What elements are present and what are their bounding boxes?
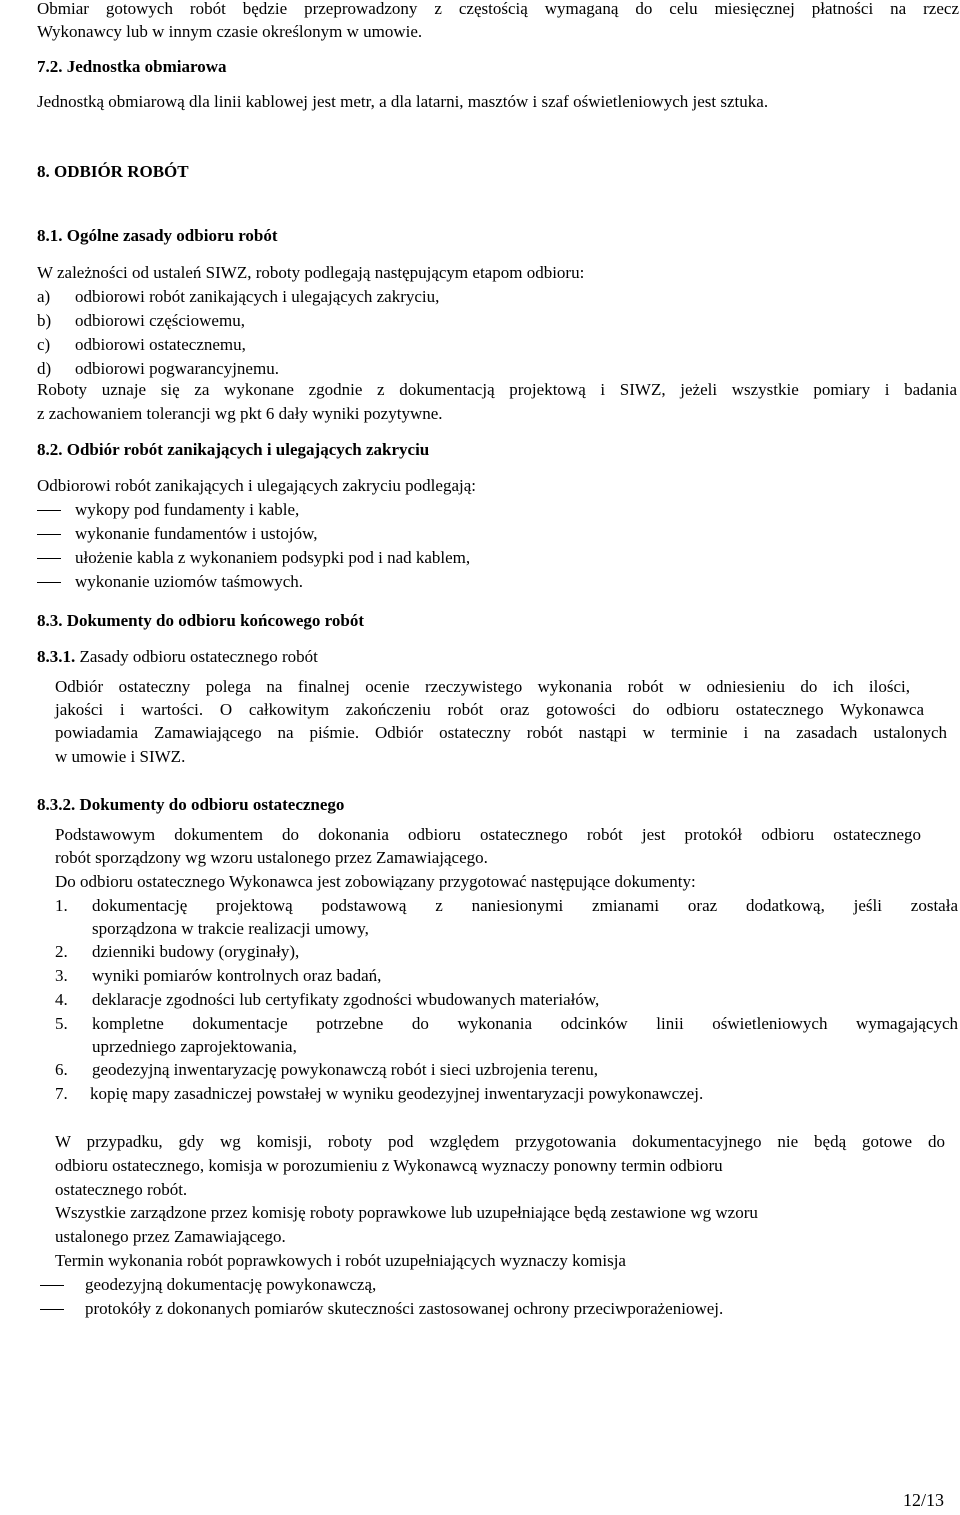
section-8-3-1-line-2: jakości i wartości. O całkowitym zakończeniu robót oraz gotowości do odbioru ostatecznego Wykonawca <box>55 700 924 719</box>
page-number: 12/13 <box>903 1490 945 1510</box>
list-item: ułożenie kabla z wykonaniem podsypki pod i nad kablem, <box>75 548 471 567</box>
list-item: odbiorowi ostatecznemu, <box>75 335 246 354</box>
list-item: wyniki pomiarów kontrolnych oraz badań, <box>92 966 382 985</box>
list-item: dokumentację projektową podstawową z naniesionymi zmianami oraz dodatkową, jeśli została <box>92 896 958 915</box>
section-8-3-2-line-3: Do odbioru ostatecznego Wykonawca jest zobowiązany przygotować następujące dokumenty: <box>55 872 696 891</box>
section-8-3-1-line-1: Odbiór ostateczny polega na finalnej ocenie rzeczywistego wykonania robót w odniesieniu do ich ilości, <box>55 677 910 696</box>
section-title: Zasady odbioru ostatecznego robót <box>79 647 318 666</box>
section-heading-8-3-1 <box>37 645 318 669</box>
section-8-1-intro: W zależności od ustaleń SIWZ, roboty podlegają następującym etapom odbioru: <box>37 263 585 282</box>
list-number: 2. <box>55 942 68 961</box>
dash-bullet-icon <box>37 534 61 535</box>
dash-bullet-icon <box>37 558 61 559</box>
section-heading-8: 8. ODBIÓR ROBÓT <box>37 162 189 181</box>
dash-bullet-icon <box>37 510 61 511</box>
list-marker: d) <box>37 359 52 378</box>
section-8-3-2-line-1: Podstawowym dokumentem do dokonania odbioru ostatecznego robót jest protokół odbioru ostatecznego <box>55 825 921 844</box>
list-number: 5. <box>55 1014 68 1033</box>
list-number: 7. <box>55 1084 68 1103</box>
dash-bullet-icon <box>37 582 61 583</box>
section-8-3-2-line-2: robót sporządzony wg wzoru ustalonego przez Zamawiającego. <box>55 848 488 867</box>
list-item-continuation: sporządzona w trakcie realizacji umowy, <box>92 919 369 938</box>
list-item: odbiorowi robót zanikających i ulegających zakryciu, <box>75 287 440 306</box>
list-item: deklaracje zgodności lub certyfikaty zgodności wbudowanych materiałów, <box>92 990 600 1009</box>
section-8-2-intro: Odbiorowi robót zanikających i ulegających zakryciu podlegają: <box>37 476 476 495</box>
intro-line-1: Obmiar gotowych robót będzie przeprowadzony z częstością wymaganą do celu miesięcznej płatności na rzecz <box>37 0 959 18</box>
section-number: 8.3.1. <box>37 647 76 666</box>
commission-note-line-3: ostatecznego robót. <box>55 1180 188 1199</box>
list-number: 4. <box>55 990 68 1009</box>
list-number: 1. <box>55 896 68 915</box>
list-item: dzienniki budowy (oryginały), <box>92 942 300 961</box>
section-8-3-1-line-3: powiadamia Zamawiającego na piśmie. Odbiór ostateczny robót nastąpi w terminie i na zasadach ustalonych <box>55 723 947 742</box>
list-item: wykopy pod fundamenty i kable, <box>75 500 300 519</box>
list-item: wykonanie fundamentów i ustojów, <box>75 524 318 543</box>
corrections-note-line-2: ustalonego przez Zamawiającego. <box>55 1227 286 1246</box>
section-8-1-closing-2: z zachowaniem tolerancji wg pkt 6 dały wyniki pozytywne. <box>37 404 443 423</box>
list-marker: b) <box>37 311 52 330</box>
list-item: geodezyjną dokumentację powykonawczą, <box>85 1275 377 1294</box>
section-heading-8-1: 8.1. Ogólne zasady odbioru robót <box>37 226 278 245</box>
list-item: protokóły z dokonanych pomiarów skuteczności zastosowanej ochrony przeciwporażeniowej. <box>85 1299 724 1318</box>
list-item: geodezyjną inwentaryzację powykonawczą robót i sieci uzbrojenia terenu, <box>92 1060 598 1079</box>
section-heading-8-3-2: 8.3.2. Dokumenty do odbioru ostatecznego <box>37 795 345 814</box>
list-marker: c) <box>37 335 51 354</box>
section-heading-7-2: 7.2. Jednostka obmiarowa <box>37 57 227 76</box>
commission-note-line-1: W przypadku, gdy wg komisji, roboty pod względem przygotowania dokumentacyjnego nie będą gotowe do <box>55 1132 945 1151</box>
deadline-note: Termin wykonania robót poprawkowych i robót uzupełniających wyznaczy komisja <box>55 1251 626 1270</box>
dash-bullet-icon <box>40 1285 64 1286</box>
list-number: 3. <box>55 966 68 985</box>
list-item-continuation: uprzedniego zaprojektowania, <box>92 1037 297 1056</box>
section-8-3-1-line-4: w umowie i SIWZ. <box>55 747 186 766</box>
list-number: 6. <box>55 1060 68 1079</box>
dash-bullet-icon <box>40 1309 64 1310</box>
section-heading-8-2: 8.2. Odbiór robót zanikających i ulegających zakryciu <box>37 440 430 459</box>
section-8-1-closing-1: Roboty uznaje się za wykonane zgodnie z dokumentacją projektową i SIWZ, jeżeli wszystkie pomiary i badania <box>37 380 957 399</box>
section-heading-8-3: 8.3. Dokumenty do odbioru końcowego robót <box>37 611 364 630</box>
list-marker: a) <box>37 287 51 306</box>
intro-line-2: Wykonawcy lub w innym czasie określonym w umowie. <box>37 22 423 41</box>
list-item: kopię mapy zasadniczej powstałej w wyniku geodezyjnej inwentaryzacji powykonawczej. <box>90 1084 704 1103</box>
list-item: kompletne dokumentacje potrzebne do wykonania odcinków linii oświetleniowych wymagających <box>92 1014 958 1033</box>
commission-note-line-2: odbioru ostatecznego, komisja w porozumieniu z Wykonawcą wyznaczy ponowny termin odbioru <box>55 1156 723 1175</box>
section-7-2-text: Jednostką obmiarową dla linii kablowej jest metr, a dla latarni, masztów i szaf oświetleniowych jest sztuka. <box>37 92 769 111</box>
corrections-note-line-1: Wszystkie zarządzone przez komisję roboty poprawkowe lub uzupełniające będą zestawione wg wzoru <box>55 1203 758 1222</box>
list-item: odbiorowi częściowemu, <box>75 311 245 330</box>
list-item: wykonanie uziomów taśmowych. <box>75 572 304 591</box>
list-item: odbiorowi pogwarancyjnemu. <box>75 359 279 378</box>
